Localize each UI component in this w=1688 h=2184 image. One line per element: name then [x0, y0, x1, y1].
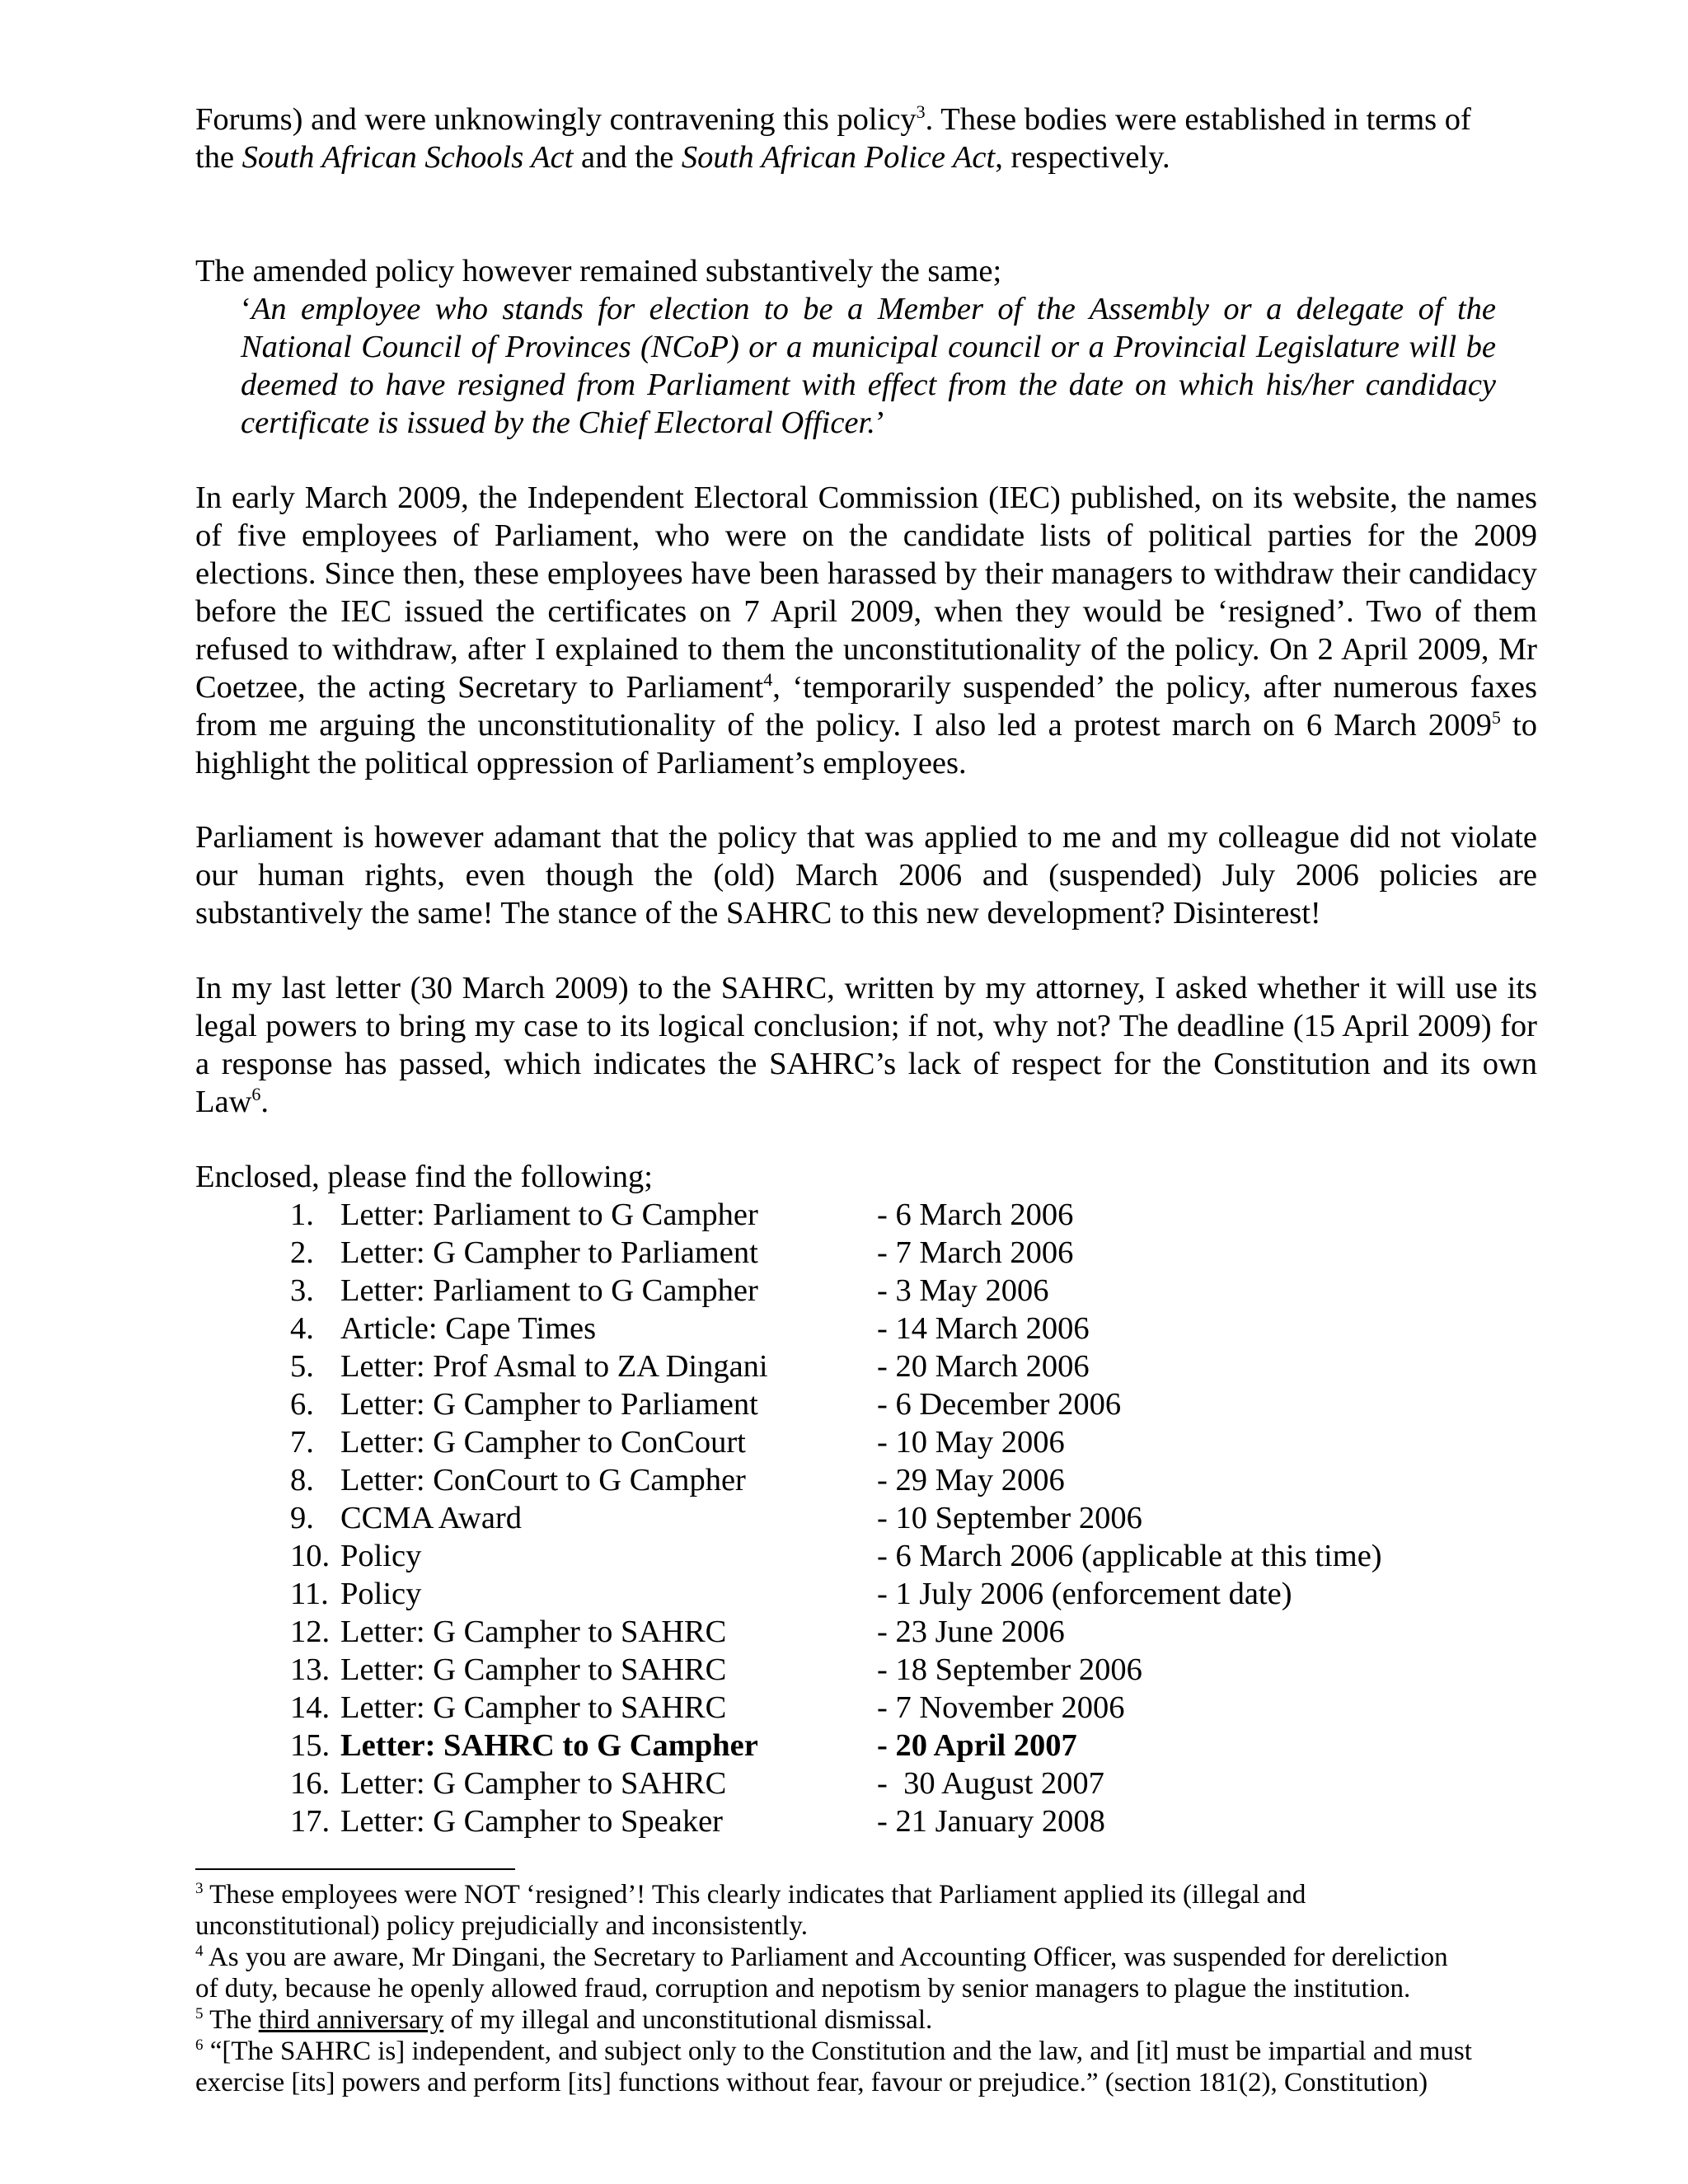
item-date: - 18 September 2006 — [877, 1652, 1142, 1687]
footnote-4 — [195, 1942, 1537, 2004]
item-label: Letter: G Campher to ConCourt — [340, 1425, 746, 1460]
paragraph-last-letter — [195, 969, 1537, 1121]
item-number: 17. — [290, 1804, 331, 1839]
list-item — [290, 1461, 1526, 1499]
list-item — [290, 1423, 1526, 1461]
item-date: - 10 September 2006 — [877, 1501, 1142, 1535]
item-label: Letter: Prof Asmal to ZA Dingani — [340, 1349, 768, 1384]
item-label: Letter: G Campher to Parliament — [340, 1235, 758, 1270]
text: , respectively. — [995, 140, 1170, 175]
item-label: Policy — [340, 1539, 422, 1573]
footnote-ref-3: 3 — [916, 101, 926, 123]
item-label: Letter: G Campher to SAHRC — [340, 1652, 727, 1687]
list-item — [290, 1613, 1526, 1651]
act-title: South African Police Act — [681, 140, 996, 175]
item-number: 14. — [290, 1690, 331, 1725]
list-item — [290, 1537, 1526, 1575]
footnote-text: of duty, because he openly allowed fraud, corruption and nepotism by senior managers to plague the institution. — [195, 1974, 1411, 2004]
item-label: Letter: G Campher to SAHRC — [340, 1615, 727, 1649]
footnote-text: As you are aware, Mr Dingani, the Secretary to Parliament and Accounting Officer, was suspended for dereliction — [203, 1943, 1448, 1972]
item-date: - 7 November 2006 — [877, 1690, 1125, 1725]
quote-open: ‘ — [241, 292, 251, 326]
item-label: Letter: G Campher to Parliament — [340, 1387, 758, 1422]
text: , ‘temporarily suspended’ the policy, after numerous faxes from me arguing the unconstitutionality of the policy. I also led a protest march on 6 March 2009 — [195, 670, 1537, 743]
item-number: 3. — [290, 1273, 314, 1308]
footnote-ref-5: 5 — [1491, 707, 1501, 729]
item-label: Letter: Parliament to G Campher — [340, 1273, 758, 1308]
list-item — [290, 1802, 1526, 1840]
quote-text: An employee who stands for election to be a Member of the Assembly or a delegate of the National Council of Provinces (NCoP) or a municipal council or a Provincial Legislature will be deemed to have resigned from Parliament with effect from the date on which his/her candidacy certificate is issued by the Chief Electoral Officer. — [241, 292, 1496, 440]
item-date: - 30 August 2007 — [877, 1766, 1104, 1801]
list-item — [290, 1575, 1526, 1613]
item-label: Letter: SAHRC to G Campher — [340, 1728, 758, 1763]
footnote-text: The — [203, 2005, 259, 2035]
list-item — [290, 1310, 1526, 1347]
item-number: 5. — [290, 1349, 314, 1384]
footnotes — [195, 1879, 1537, 2098]
paragraph-enclosed: Enclosed, please find the following; — [195, 1160, 653, 1194]
footnote-text: “[The SAHRC is] independent, and subject only to the Constitution and the law, and [it] must be impartial and must — [203, 2036, 1472, 2066]
footnote-number: 5 — [195, 2005, 204, 2022]
item-label: Letter: G Campher to SAHRC — [340, 1766, 727, 1801]
item-date: - 6 December 2006 — [877, 1387, 1122, 1422]
item-date: - 1 July 2006 (enforcement date) — [877, 1577, 1292, 1611]
item-number: 9. — [290, 1501, 314, 1535]
footnote-ref-4: 4 — [763, 669, 773, 691]
item-date: - 6 March 2006 — [877, 1197, 1074, 1232]
item-date: - 14 March 2006 — [877, 1311, 1090, 1346]
item-label: CCMA Award — [340, 1501, 523, 1535]
text: In my last letter (30 March 2009) to the SAHRC, written by my attorney, I asked whether it will use its legal powers to bring my case to its logical conclusion; if not, why not? The deadline (15 April 2009) for a response has passed, which indicates the SAHRC’s lack of respect for the Constitution and its own Law — [195, 971, 1537, 1119]
list-item-highlighted — [290, 1727, 1526, 1765]
item-date: - 21 January 2008 — [877, 1804, 1105, 1839]
underlined-text: third anniversary — [258, 2005, 444, 2035]
item-label: Article: Cape Times — [340, 1311, 597, 1346]
list-item — [290, 1765, 1526, 1802]
footnote-ref-6: 6 — [251, 1084, 261, 1105]
item-date: - 3 May 2006 — [877, 1273, 1049, 1308]
list-item — [290, 1499, 1526, 1537]
list-item — [290, 1196, 1526, 1234]
text: and the — [573, 140, 682, 175]
policy-quote — [241, 290, 1496, 442]
text: Forums) and were unknowingly contravening this policy — [195, 102, 917, 137]
item-date: - 29 May 2006 — [877, 1463, 1065, 1497]
list-item — [290, 1234, 1526, 1272]
paragraph-iec — [195, 479, 1537, 782]
item-label: Letter: Parliament to G Campher — [340, 1197, 758, 1232]
text: . These bodies were established in terms of — [925, 102, 1471, 137]
item-number: 6. — [290, 1387, 314, 1422]
item-number: 8. — [290, 1463, 314, 1497]
act-title: South African Schools Act — [241, 140, 574, 175]
item-number: 4. — [290, 1311, 314, 1346]
item-date: - 7 March 2006 — [877, 1235, 1074, 1270]
item-label: Letter: G Campher to SAHRC — [340, 1690, 727, 1725]
footnote-number: 6 — [195, 2036, 204, 2054]
item-number: 7. — [290, 1425, 314, 1460]
quote-close: ’ — [874, 405, 886, 440]
item-number: 12. — [290, 1615, 331, 1649]
item-number: 10. — [290, 1539, 331, 1573]
item-number: 13. — [290, 1652, 331, 1687]
text: to highlight the political oppression of Parliament’s employees. — [195, 708, 1537, 780]
list-item — [290, 1272, 1526, 1310]
text: In early March 2009, the Independent Electoral Commission (IEC) published, on its website, the names of five employees of Parliament, who were on the candidate lists of political parties for the 2009 elections. Since then, these employees have been harassed by their managers to withdraw their candidacy before the IEC issued the certificates on 7 April 2009, when they would be ‘resigned’. Two of them refused to withdraw, after I explained to them the unconstitutionality of the policy. On 2 April 2009, Mr Coetzee, the acting Secretary to Parliament — [195, 480, 1537, 705]
enclosure-list — [290, 1196, 1526, 1840]
item-label: Policy — [340, 1577, 422, 1611]
item-number: 1. — [290, 1197, 314, 1232]
item-date: - 6 March 2006 (applicable at this time) — [877, 1539, 1382, 1573]
item-date: - 20 April 2007 — [877, 1728, 1077, 1763]
list-item — [290, 1689, 1526, 1727]
paragraph-parliament-adamant: Parliament is however adamant that the policy that was applied to me and my colleague did not violate our human rights, even though the (old) March 2006 and (suspended) July 2006 policies are substantively the same! The stance of the SAHRC to this new development? Disinterest! — [195, 820, 1537, 930]
list-item — [290, 1347, 1526, 1385]
footnote-text: These employees were NOT ‘resigned’! This clearly indicates that Parliament applied its (illegal and — [203, 1880, 1306, 1910]
item-number: 2. — [290, 1235, 314, 1270]
footnote-number: 3 — [195, 1880, 204, 1897]
footnote-number: 4 — [195, 1943, 204, 1960]
paragraph-policy-intro: The amended policy however remained substantively the same; — [195, 254, 1002, 288]
footnote-3 — [195, 1879, 1537, 1942]
item-label: Letter: G Campher to Speaker — [340, 1804, 723, 1839]
item-date: - 20 March 2006 — [877, 1349, 1090, 1384]
list-item — [290, 1385, 1526, 1423]
item-date: - 23 June 2006 — [877, 1615, 1065, 1649]
text: the — [195, 140, 242, 175]
item-number: 11. — [290, 1577, 329, 1611]
footnote-text: exercise [its] powers and perform [its] functions without fear, favour or prejudice.” (section 181(2), Constitution) — [195, 2068, 1428, 2097]
list-item — [290, 1651, 1526, 1689]
item-number: 16. — [290, 1766, 331, 1801]
footnote-5 — [195, 2004, 1537, 2036]
item-label: Letter: ConCourt to G Campher — [340, 1463, 746, 1497]
footnote-6 — [195, 2036, 1537, 2098]
item-number: 15. — [290, 1728, 331, 1763]
item-date: - 10 May 2006 — [877, 1425, 1065, 1460]
paragraph-continued — [195, 101, 1537, 176]
footnote-text: of my illegal and unconstitutional dismissal. — [443, 2005, 933, 2035]
footnote-separator — [195, 1868, 515, 1870]
text: . — [260, 1085, 270, 1119]
footnote-text: unconstitutional) policy prejudicially and inconsistently. — [195, 1911, 808, 1941]
